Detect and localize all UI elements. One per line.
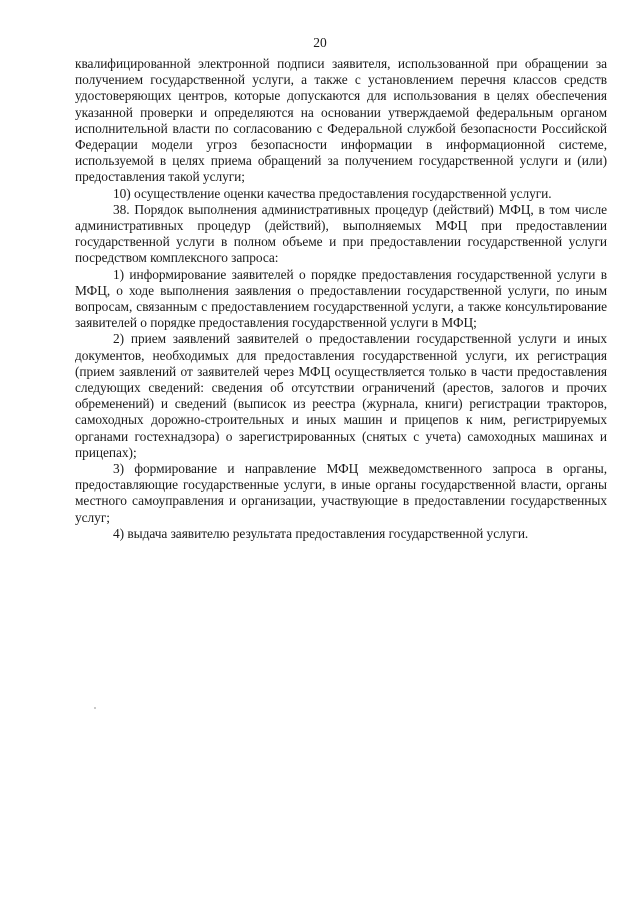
page-number: 20: [313, 35, 327, 50]
paragraph-continuation: квалифицированной электронной подписи заявителя, использованной при обращении за получением государственной услуги, а также с установлением перечня классов средств удостоверяющих центров, которые допускаются для использования в целях обеспечения указанной проверки и определяются на основании утверждаемой федеральным органом исполнительной власти по согласованию с Федеральной службой безопасности Российской Федерации модели угроз безопасности информации в информационной системе, используемой в целях приема обращений за получением государственной услуги и (или) предоставления такой услуги;: [75, 56, 607, 185]
paragraph-item-2: 2) прием заявлений заявителей о предоставлении государственной услуги и иных документов, необходимых для предоставления государственной услуги, их регистрация (прием заявлений от заявителей через МФЦ осуществляется только в части предоставления следующих сведений: сведения об отсутствии ограничений (арестов, залогов и прочих обременений) и сведений (выписок из реестра (журнала, книги) регистрации тракторов, самоходных дорожно-строительных и иных машин и прицепов к ним, регистрируемых органами гостехнадзора) о зарегистрированных (снятых с учета) самоходных машинах и прицепах);: [75, 331, 607, 460]
paragraph-item-10: 10) осуществление оценки качества предоставления государственной услуги.: [113, 185, 552, 201]
paragraph-item-4: 4) выдача заявителю результата предоставления государственной услуги.: [113, 525, 529, 541]
paragraph-item-1: 1) информирование заявителей о порядке предоставления государственной услуги в МФЦ, о ходе выполнения заявления о предоставлении государственной услуги, по иным вопросам, связанным с предоставлением государственной услуги, а также консультирование заявителей о порядке предоставления государственной услуги в МФЦ;: [75, 266, 607, 331]
scan-speck: [94, 707, 96, 709]
document-body: [75, 56, 607, 542]
paragraph-item-3: 3) формирование и направление МФЦ межведомственного запроса в органы, предоставляющие государственные услуги, в иные органы государственной власти, органы местного самоуправления и организации, участвующие в предоставлении государственных услуг;: [75, 461, 607, 525]
paragraph-section-38: 38. Порядок выполнения административных процедур (действий) МФЦ, в том числе административных процедур (действий), выполняемых МФЦ при предоставлении государственной услуги в полном объеме и при предоставлении государственной услуги посредством комплексного запроса:: [75, 201, 607, 266]
